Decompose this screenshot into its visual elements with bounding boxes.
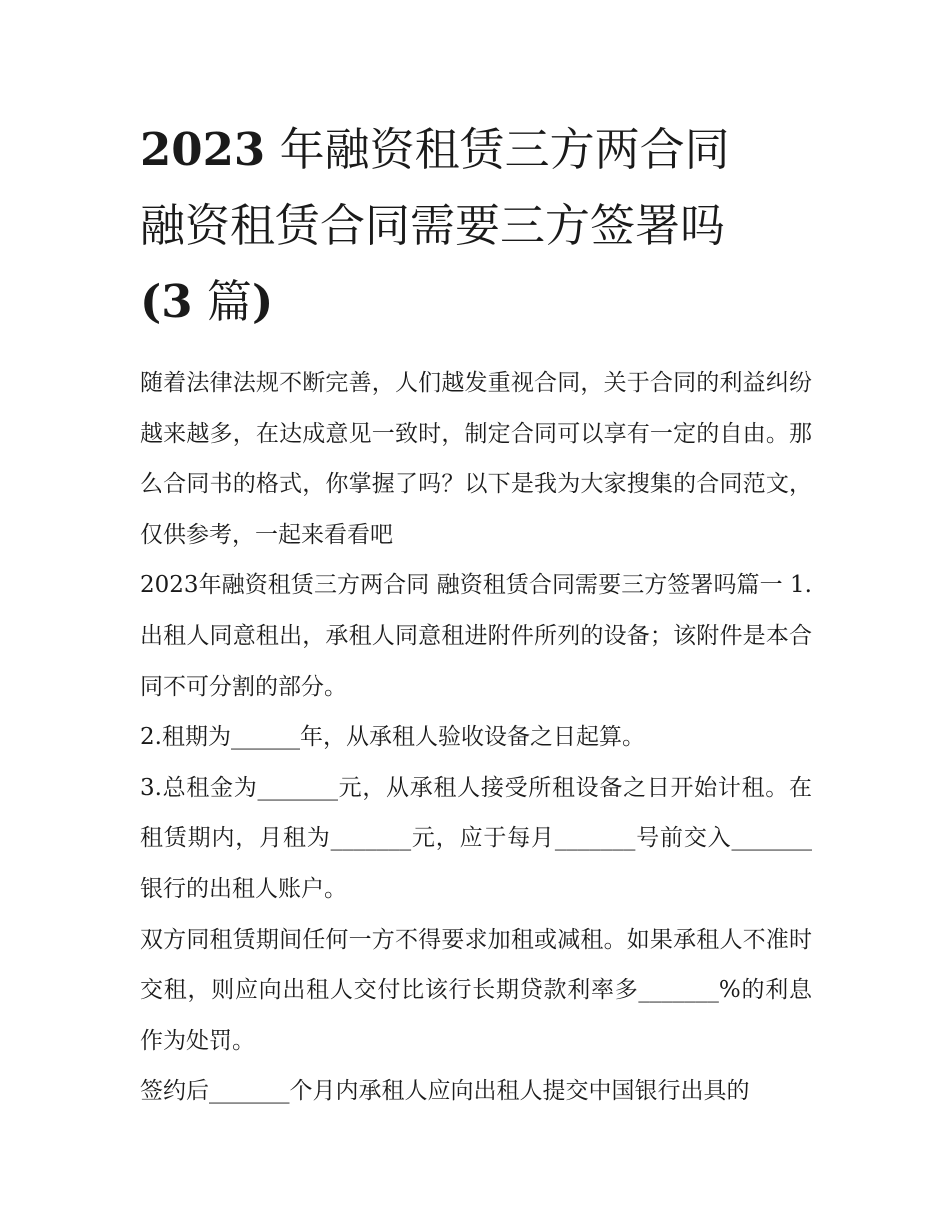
title-count-open: (3: [140, 275, 193, 328]
rent-penalty-paragraph: 双方同租赁期间任何一方不得要求加租或减租。如果承租人不准时交租，则应向出租人交付比该行长期贷款利率多_______%的利息作为处罚。: [140, 926, 812, 1054]
title-count-close: ): [251, 275, 274, 328]
clause-1-paragraph: 2023年融资租赁三方两合同 融资租赁合同需要三方签署吗篇一 1.出租人同意租出，承租人同意租进附件所列的设备；该附件是本合同不可分割的部分。: [140, 572, 812, 700]
document-title: [140, 112, 812, 340]
title-year: 2023: [140, 123, 266, 176]
title-line-3: [140, 264, 812, 340]
title-count-unit: 篇: [206, 275, 252, 328]
title-line-1-text: 年融资租赁三方两合同: [279, 123, 730, 176]
document-page: [140, 112, 812, 1117]
intro-paragraph: 随着法律法规不断完善，人们越发重视合同，关于合同的利益纠纷越来越多，在达成意见一致时，制定合同可以享有一定的自由。那么合同书的格式，你掌握了吗？以下是我为大家搜集的合同范文，仅供参考，一起来看看吧: [140, 370, 812, 548]
document-body: [140, 358, 812, 1117]
title-line-2: 融资租赁合同需要三方签署吗: [140, 199, 726, 252]
clause-3-paragraph: 3.总租金为_______元，从承租人接受所租设备之日开始计租。在租赁期内，月租为_______元，应于每月_______号前交入_______银行的出租人账户。: [140, 774, 812, 902]
title-line-1: [140, 112, 812, 188]
guarantee-paragraph: 签约后_______个月内承租人应向出租人提交中国银行出具的: [140, 1078, 750, 1105]
clause-2-paragraph: 2.租期为______年，从承租人验收设备之日起算。: [140, 724, 645, 751]
